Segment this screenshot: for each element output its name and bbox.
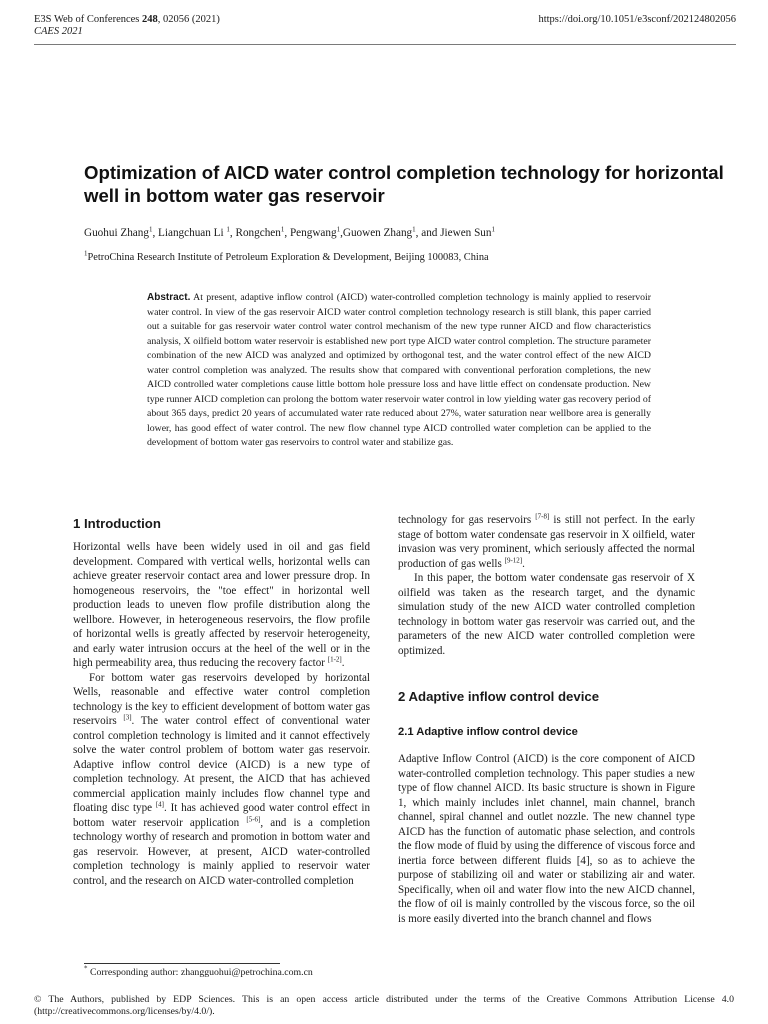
author-name: Guowen Zhang [342,227,413,239]
paragraph-text: . [522,557,525,570]
author-separator: , [284,227,290,239]
author-list [84,227,495,239]
citation[interactable]: [4] [155,800,165,809]
doi-link[interactable]: https://doi.org/10.1051/e3sconf/202124802056 [538,14,736,25]
paragraph-text: . [341,657,345,669]
paragraph-text: , and is a completion technology worthy of research and promotion in bottom water and gas reservoir. However, at present, AICD water-controlled completion technology is mainly applied to reservoir water control, and the research on AICD water-controlled completion [73,816,370,887]
right-column-bottom [398,752,695,926]
citation[interactable]: [9-12] [504,555,523,564]
footnote-rule [84,963,280,964]
paragraph-text: For bottom water gas reservoirs developed by horizontal Wells, reasonable and effective water control completion technology is the key to efficient development of bottom water gas reservoirs [73,671,370,727]
conference-name: CAES 2021 [34,26,83,37]
header-rule [34,44,736,45]
footnote-mark: * [84,964,88,973]
license-notice: © The Authors, published by EDP Sciences. This is an open access article distributed under the terms of the Creative Commons Attribution License 4.0 (http://creativecommons.org/licenses/by/4.0/). [34,994,734,1017]
right-column-top [398,513,695,658]
footnote-label: Corresponding author: [87,967,179,978]
paragraph: Adaptive Inflow Control (AICD) is the core component of AICD water-controlled completion technology. This paper studies a new type of flow channel AICD. Its basic structure is shown in Figure 1, which mainly includes inlet channel, main channel, branch channel, spiral channel and outlet nozzle. The new channel type AICD has the function of automatic phase selection, and controls the flow mode of fluid by using the difference of viscous force and inertia force between different fluids [4], so as to achieve the purpose of stabilizing oil and water or stabilizing air and water. Specifically, when oil and water flow into the new AICD channel, the flow of oil is mainly controlled by the viscous force, so the oil is more easily diverted into the branch channel and flows [398,753,695,925]
author-name: Pengwang [289,227,337,239]
author-affiliation-mark: 1 [412,225,416,234]
paragraph [73,671,370,889]
author-separator: , and [415,227,441,239]
paragraph-text: is still not perfect. In the early stage of bottom water condensate gas reservoir in X oilfield, water invasion was very prominent, which seriously affected the normal production of gas wells [398,514,695,570]
abstract-text: At present, adaptive inflow control (AICD) water-controlled completion technology is mainly applied to reservoir water control. In view of the gas reservoir AICD water control completion technology research is still blank, this paper carried out a suitable for gas reservoir water control water control mechanism of the new type runner AICD and flow characteristics analysis, X oilfield bottom water reservoir is established new port type AICD water control completion. The structure parameter combination of the new AICD was analyzed and optimized by orthogonal test, and the water control effect of the new AICD water control completion was analyzed. The results show that compared with conventional perforation completions, the new AICD controlled water completions cause little bottom hole pressure loss and have little effect on condensate production. New type runner AICD completion can prolong the bottom water reservoir water control in low yielding water gas recovery period of about 365 days, predict 20 years of accumulated water rate reduced about 27%, water saturation near wellbore area is generally lower, has good effect of water control. The new flow channel type AICD controlled water completion can be applied to the development of bottom water gas reservoirs to control water and stabilize gas. [147,292,651,448]
author-separator: , [229,227,236,239]
author-name: Liangchuan Li [158,227,227,239]
article-number: , 02056 (2021) [157,14,220,25]
author-affiliation-mark: 1 [336,225,341,234]
affiliation-mark: 1 [84,249,88,258]
journal-line [34,14,220,26]
author-email-link[interactable]: zhangguohui@petrochina.com.cn [178,967,313,978]
citation[interactable]: [5-6] [246,814,261,823]
author-affiliation-mark: 1 [491,225,495,234]
affiliation [84,249,489,263]
abstract [147,291,651,451]
paragraph-text: technology for gas reservoirs [398,514,536,526]
author-name: Jiewen Sun [440,227,492,239]
left-column [73,540,370,888]
footnote [84,964,313,978]
paragraph-text: . The water control effect of conventional water control completion technology is limited and it cannot effectively solve the water control problem of bottom water gas reservoir. Adaptive inflow control device (AICD) is a new type of completion technology. At present, the AICD that has achieved commercial application mainly includes flow channel type and floating disc type [73,715,371,814]
citation[interactable]: [7-8] [535,512,550,521]
paragraph [398,513,695,571]
author-name: Rongchen [235,227,281,239]
section-heading-introduction: 1 Introduction [73,516,161,531]
author-affiliation-mark: 1 [148,225,153,234]
citation[interactable]: [1-2] [327,655,342,664]
author-separator: , [340,227,343,239]
paragraph: In this paper, the bottom water condensate gas reservoir of X oilfield was taken as the research target, and the dynamic simulation study of the new AICD water controlled completion technology in bottom water gas reservoir was carried out, and the parameters of the new AICD water controlled completion were optimized. [398,572,695,657]
subsection-heading: 2.1 Adaptive inflow control device [398,726,578,738]
citation[interactable]: [3] [123,713,132,722]
author-affiliation-mark: 1 [226,225,230,234]
author-affiliation-mark: 1 [280,225,285,234]
paper-title: Optimization of AICD water control completion technology for horizontal well in bottom water gas reservoir [84,162,724,206]
running-header [34,14,220,38]
author-name: Guohui Zhang [84,227,149,239]
author-separator: , [152,227,159,239]
paragraph-text: Horizontal wells have been widely used in oil and gas field development. Compared with vertical wells, horizontal wells can achieve greater reservoir contact area and lower pressure drop. In homogeneous reservoirs, the "toe effect" in horizontal well production leads to uneven flow profile distribution along the wellbore. However, in heterogeneous reservoirs, the flow profile of horizontal wells is greatly affected by reservoir heterogeneity, and early water intrusion occurs at the heel of the well or in the high permeability area, thus reducing the recovery factor [73,541,370,669]
section-heading-adaptive-inflow: 2 Adaptive inflow control device [398,689,600,704]
abstract-label: Abstract. [147,292,191,303]
paragraph [73,540,370,671]
affiliation-text: PetroChina Research Institute of Petroleum Exploration & Development, Beijing 100083, China [87,252,489,263]
paragraph-text: . It has achieved good water control effect in bottom water reservoir application [73,802,370,829]
journal-volume: 248 [142,14,158,25]
journal-name: E3S Web of Conferences [34,14,143,25]
